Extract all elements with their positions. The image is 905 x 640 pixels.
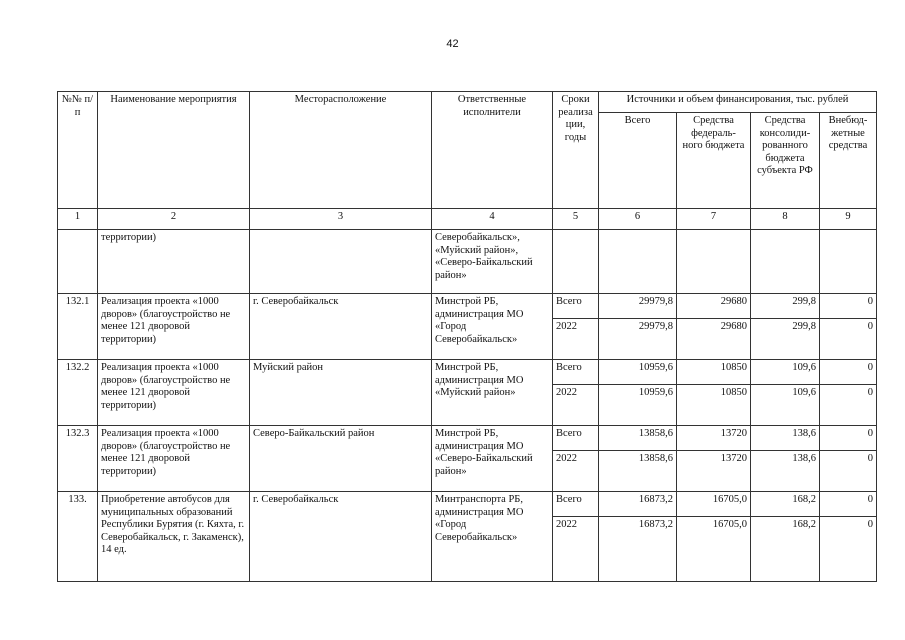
header-sources: Источники и объем финансирования, тыс. рублей bbox=[599, 92, 877, 113]
row-location: г. Северобайкальск bbox=[250, 294, 432, 360]
header-location: Месторасположение bbox=[250, 92, 432, 209]
row-executors: Минстрой РБ, администрация МО «Город Северобайкальск» bbox=[432, 294, 553, 360]
row-location: г. Северобайкальск bbox=[250, 492, 432, 582]
header-name: Наименование мероприятия bbox=[98, 92, 250, 209]
table-row bbox=[58, 492, 877, 517]
row-offbudget: 0 bbox=[820, 385, 877, 426]
col-number: 1 bbox=[58, 209, 98, 230]
row-number: 132.1 bbox=[58, 294, 98, 360]
header-executors: Ответственные исполнители bbox=[432, 92, 553, 209]
row-total: 13858,6 bbox=[599, 426, 677, 451]
col-number: 6 bbox=[599, 209, 677, 230]
row-regional: 109,6 bbox=[751, 360, 820, 385]
row-location: Муйский район bbox=[250, 360, 432, 426]
col-number: 9 bbox=[820, 209, 877, 230]
row-total: 16873,2 bbox=[599, 492, 677, 517]
row-number: 132.3 bbox=[58, 426, 98, 492]
col-number: 7 bbox=[677, 209, 751, 230]
row-regional: 168,2 bbox=[751, 492, 820, 517]
table-row bbox=[58, 360, 877, 385]
row-regional: 138,6 bbox=[751, 451, 820, 492]
row-location: Северо-Байкальский район bbox=[250, 426, 432, 492]
column-numbers-row bbox=[58, 209, 877, 230]
financing-table bbox=[57, 91, 877, 582]
header-offbudget: Внебюд- жетные средства bbox=[820, 113, 877, 209]
page-number: 42 bbox=[446, 38, 459, 50]
row-total: 10959,6 bbox=[599, 360, 677, 385]
col-number: 4 bbox=[432, 209, 553, 230]
header-regional: Средства консолиди- рованного бюджета субъекта РФ bbox=[751, 113, 820, 209]
row-name: Реализация проекта «1000 дворов» (благоустройство не менее 121 дворовой территории) bbox=[98, 360, 250, 426]
row-term: Всего bbox=[553, 360, 599, 385]
row-regional: 299,8 bbox=[751, 319, 820, 360]
row-total: 16873,2 bbox=[599, 517, 677, 582]
table-row bbox=[58, 426, 877, 451]
row-regional: 168,2 bbox=[751, 517, 820, 582]
row-number: 132.2 bbox=[58, 360, 98, 426]
header-federal: Средства федераль- ного бюджета bbox=[677, 113, 751, 209]
row-name: Приобретение автобусов для муниципальных образований Республики Бурятия (г. Кяхта, г. Северобайкальск, г. Закаменск), 14 ед. bbox=[98, 492, 250, 582]
row-total: 13858,6 bbox=[599, 451, 677, 492]
row-offbudget: 0 bbox=[820, 517, 877, 582]
row-total: 10959,6 bbox=[599, 385, 677, 426]
row-offbudget: 0 bbox=[820, 426, 877, 451]
header-total: Всего bbox=[599, 113, 677, 209]
row-federal: 10850 bbox=[677, 385, 751, 426]
col-number: 3 bbox=[250, 209, 432, 230]
row-offbudget: 0 bbox=[820, 294, 877, 319]
row-federal: 13720 bbox=[677, 451, 751, 492]
row-number: 133. bbox=[58, 492, 98, 582]
continuation-row bbox=[58, 230, 877, 294]
row-offbudget: 0 bbox=[820, 360, 877, 385]
row-federal: 10850 bbox=[677, 360, 751, 385]
row-executors: Минстрой РБ, администрация МО «Северо-Байкальский район» bbox=[432, 426, 553, 492]
continuation-executors: Северобайкальск», «Муйский район», «Северо-Байкальский район» bbox=[432, 230, 553, 294]
row-term: Всего bbox=[553, 294, 599, 319]
row-term: 2022 bbox=[553, 451, 599, 492]
row-term: 2022 bbox=[553, 319, 599, 360]
table-row bbox=[58, 294, 877, 319]
row-offbudget: 0 bbox=[820, 451, 877, 492]
row-executors: Минтранспорта РБ, администрация МО «Город Северобайкальск» bbox=[432, 492, 553, 582]
row-term: 2022 bbox=[553, 385, 599, 426]
row-name: Реализация проекта «1000 дворов» (благоустройство не менее 121 дворовой территории) bbox=[98, 426, 250, 492]
row-federal: 16705,0 bbox=[677, 492, 751, 517]
row-federal: 29680 bbox=[677, 319, 751, 360]
row-regional: 299,8 bbox=[751, 294, 820, 319]
header-num: №№ п/п bbox=[58, 92, 98, 209]
col-number: 8 bbox=[751, 209, 820, 230]
row-total: 29979,8 bbox=[599, 294, 677, 319]
row-total: 29979,8 bbox=[599, 319, 677, 360]
header-terms: Сроки реализа ции, годы bbox=[553, 92, 599, 209]
col-number: 5 bbox=[553, 209, 599, 230]
col-number: 2 bbox=[98, 209, 250, 230]
row-offbudget: 0 bbox=[820, 319, 877, 360]
row-regional: 109,6 bbox=[751, 385, 820, 426]
row-federal: 16705,0 bbox=[677, 517, 751, 582]
row-term: 2022 bbox=[553, 517, 599, 582]
row-regional: 138,6 bbox=[751, 426, 820, 451]
row-federal: 29680 bbox=[677, 294, 751, 319]
row-federal: 13720 bbox=[677, 426, 751, 451]
row-name: Реализация проекта «1000 дворов» (благоустройство не менее 121 дворовой территории) bbox=[98, 294, 250, 360]
header-row bbox=[58, 92, 877, 113]
row-executors: Минстрой РБ, администрация МО «Муйский район» bbox=[432, 360, 553, 426]
row-term: Всего bbox=[553, 426, 599, 451]
row-term: Всего bbox=[553, 492, 599, 517]
row-offbudget: 0 bbox=[820, 492, 877, 517]
continuation-name: территории) bbox=[98, 230, 250, 294]
